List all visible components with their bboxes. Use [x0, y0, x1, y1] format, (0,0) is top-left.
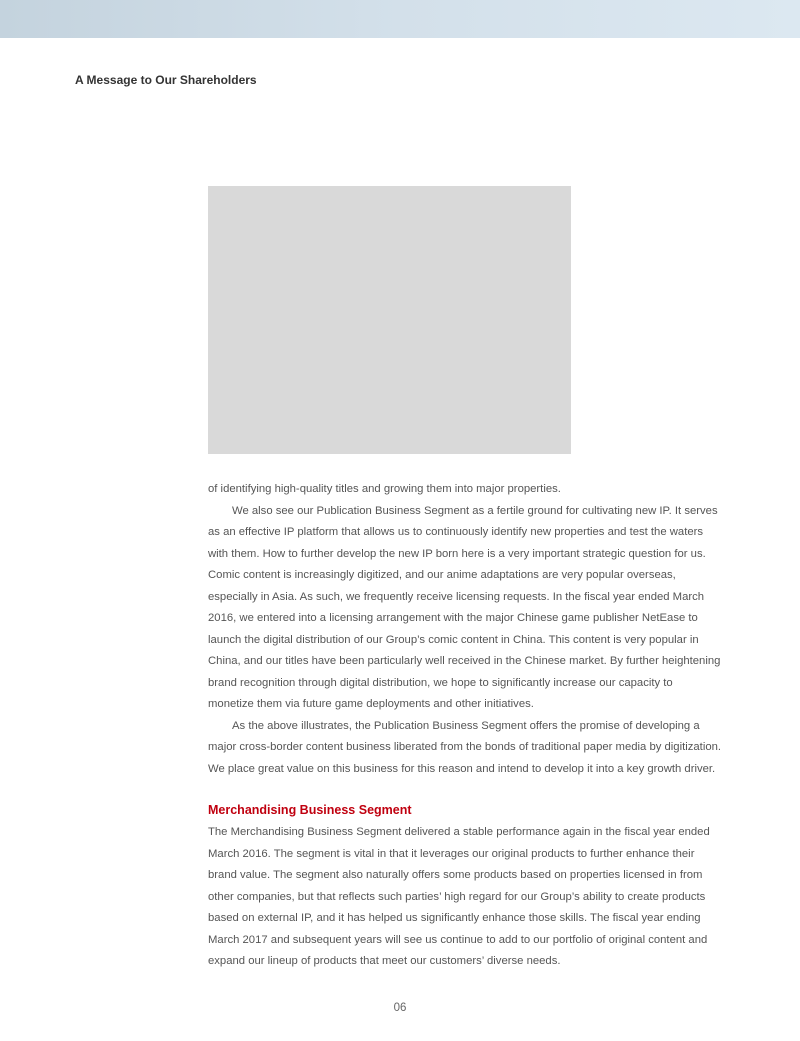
- text-line: The Merchandising Business Segment delivered a stable performance again in the fiscal year ended: [208, 826, 710, 838]
- text-line: expand our lineup of products that meet our customers’ diverse needs.: [208, 955, 561, 967]
- text-line: especially in Asia. As such, we frequently receive licensing requests. In the fiscal year ended March: [208, 590, 705, 603]
- header-band: [0, 0, 800, 38]
- text-line: with them. How to further develop the new IP born here is a very important strategic question for us.: [208, 547, 706, 560]
- page-number: 06: [393, 1002, 407, 1014]
- section-title: A Message to Our Shareholders: [75, 73, 257, 87]
- text-line: brand recognition through digital distribution, we hope to significantly increase our capacity to: [208, 676, 673, 689]
- text-line: Comic content is increasingly digitized, and our anime adaptations are very popular overseas,: [208, 569, 676, 581]
- text-line: brand value. The segment also naturally offers some products based on properties licensed in from: [208, 869, 703, 881]
- text-line: We also see our Publication Business Segment as a fertile ground for cultivating new IP. It serves: [232, 504, 718, 517]
- merchandising-text: [208, 822, 728, 973]
- text-line: We place great value on this business for this reason and intend to develop it into a key growth driver.: [208, 762, 716, 775]
- text-line: 2016, we entered into a licensing arrangement with the major Chinese game publisher NetEase to: [208, 612, 698, 624]
- merchandising-heading: Merchandising Business Segment: [208, 803, 412, 817]
- image-placeholder: [208, 186, 571, 454]
- text-line: major cross-border content business liberated from the bonds of traditional paper media by digitization.: [208, 741, 722, 753]
- text-line: China, and our titles have been particularly well received in the Chinese market. By further heightening: [208, 655, 721, 667]
- text-line: March 2016. The segment is vital in that it leverages our original products to further enhance their: [208, 847, 695, 860]
- text-line: other companies, but that reflects such parties’ high regard for our Group’s ability to create products: [208, 890, 706, 903]
- text-line: March 2017 and subsequent years will see us continue to add to our portfolio of original content and: [208, 933, 708, 946]
- publication-text: [208, 479, 728, 780]
- text-line: As the above illustrates, the Publication Business Segment offers the promise of developing a: [232, 719, 700, 732]
- text-line: as an effective IP platform that allows us to continuously identify new properties and test the waters: [208, 526, 704, 538]
- text-line: monetize them via future game deployments and other initiatives.: [208, 698, 534, 710]
- text-line: based on external IP, and it has helped us significantly enhance those skills. The fiscal year ending: [208, 912, 701, 924]
- text-line: launch the digital distribution of our Group’s comic content in China. This content is very popular in: [208, 633, 699, 646]
- text-line: of identifying high-quality titles and growing them into major properties.: [208, 483, 561, 495]
